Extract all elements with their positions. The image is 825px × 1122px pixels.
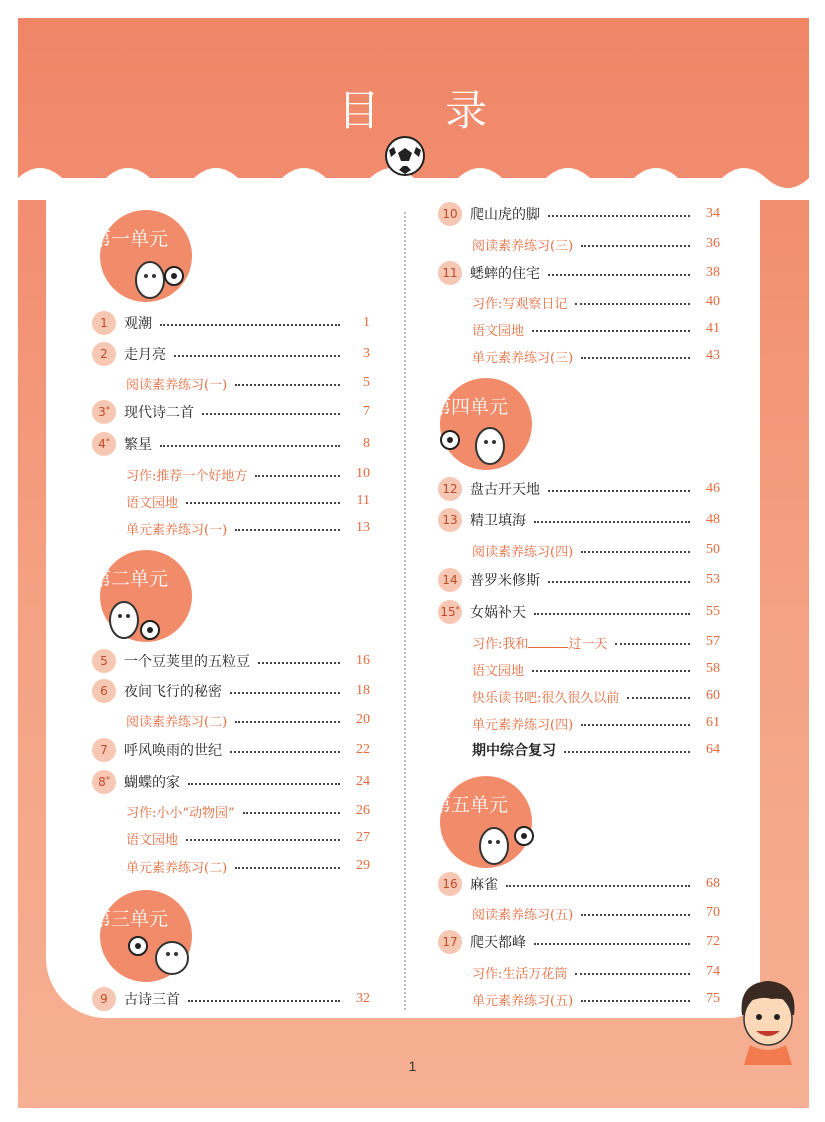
toc-entry[interactable] bbox=[472, 685, 720, 707]
lesson-number-badge: 1 bbox=[92, 311, 116, 335]
leader-dots bbox=[534, 511, 690, 523]
column-divider bbox=[404, 212, 406, 1010]
toc-entry[interactable] bbox=[472, 902, 720, 924]
entry-title: 盘古开天地 bbox=[470, 482, 540, 498]
toc-entry[interactable] bbox=[438, 873, 720, 895]
entry-page: 24 bbox=[356, 774, 370, 789]
entry-page: 34 bbox=[706, 206, 720, 221]
leader-dots bbox=[548, 571, 690, 583]
entry-page: 5 bbox=[363, 375, 370, 390]
toc-entry[interactable] bbox=[438, 509, 720, 531]
entry-title: 语文园地 bbox=[472, 323, 525, 339]
dinosaur-icon bbox=[440, 422, 520, 472]
unit-label: 第四单元 bbox=[432, 396, 509, 418]
entry-page: 57 bbox=[706, 634, 720, 649]
toc-entry[interactable] bbox=[92, 771, 370, 793]
leader-dots bbox=[575, 293, 690, 305]
entry-title: 习作:我和 bbox=[472, 636, 529, 652]
entry-title: 现代诗二首 bbox=[124, 405, 194, 421]
leader-dots bbox=[564, 741, 690, 753]
entry-title: 快乐读书吧:很久很久以前 bbox=[472, 690, 620, 706]
entry-page: 50 bbox=[706, 542, 720, 557]
leader-dots bbox=[548, 205, 690, 217]
entry-page: 16 bbox=[356, 653, 370, 668]
entry-title: 繁星 bbox=[124, 437, 152, 453]
entry-page: 11 bbox=[356, 493, 370, 508]
entry-page: 48 bbox=[706, 512, 720, 527]
unit-badge-2 bbox=[92, 550, 192, 642]
entry-page: 3 bbox=[363, 346, 370, 361]
lesson-number-badge: 16 bbox=[438, 872, 462, 896]
toc-entry[interactable] bbox=[438, 931, 720, 953]
entry-title: 阅读素养练习(五) bbox=[472, 907, 574, 923]
leader-dots bbox=[235, 857, 340, 869]
entry-title: 阅读素养练习(一) bbox=[126, 377, 228, 393]
entry-page: 43 bbox=[706, 348, 720, 363]
leader-dots bbox=[186, 492, 340, 504]
entry-title: 阅读素养练习(三) bbox=[472, 238, 574, 254]
entry-page: 41 bbox=[706, 321, 720, 336]
toc-entry[interactable] bbox=[472, 291, 720, 313]
toc-entry[interactable] bbox=[472, 739, 720, 761]
fill-blank-line bbox=[528, 637, 568, 648]
toc-entry[interactable] bbox=[472, 318, 720, 340]
leader-dots bbox=[581, 347, 690, 359]
entry-title: 单元素养练习(三) bbox=[472, 350, 574, 366]
leader-dots bbox=[575, 963, 690, 975]
lesson-number-badge: 2 bbox=[92, 342, 116, 366]
toc-entry[interactable] bbox=[92, 739, 370, 761]
leader-dots bbox=[230, 682, 340, 694]
toc-entry[interactable] bbox=[438, 262, 720, 284]
lesson-number-badge: 15 * bbox=[438, 600, 462, 624]
page-number: 1 bbox=[408, 1058, 417, 1074]
entry-title: 精卫填海 bbox=[470, 513, 526, 529]
entry-title: 阅读素养练习(二) bbox=[126, 714, 228, 730]
entry-page: 20 bbox=[356, 712, 370, 727]
leader-dots bbox=[230, 741, 340, 753]
toc-entry[interactable] bbox=[472, 712, 720, 734]
toc-entry[interactable] bbox=[472, 233, 720, 255]
toc-entry[interactable] bbox=[438, 203, 720, 225]
toc-entry[interactable] bbox=[438, 601, 720, 623]
dinosaur-icon bbox=[126, 932, 206, 982]
leader-dots bbox=[581, 714, 690, 726]
unit-badge-5 bbox=[432, 776, 532, 868]
toc-entry[interactable] bbox=[126, 827, 370, 849]
toc-entry[interactable] bbox=[126, 800, 370, 822]
leader-dots bbox=[186, 829, 340, 841]
leader-dots bbox=[581, 235, 690, 247]
lesson-number-badge: 14 bbox=[438, 568, 462, 592]
cartoon-boy-icon bbox=[728, 975, 808, 1065]
entry-title: 古诗三首 bbox=[124, 992, 180, 1008]
unit-badge-3 bbox=[92, 890, 192, 982]
entry-title: 单元素养练习(五) bbox=[472, 993, 574, 1009]
lesson-number-badge: 12 bbox=[438, 477, 462, 501]
leader-dots bbox=[160, 435, 340, 447]
leader-dots bbox=[534, 603, 690, 615]
unit-badge-1 bbox=[92, 210, 192, 302]
entry-title: 夜间飞行的秘密 bbox=[124, 684, 222, 700]
toc-entry[interactable] bbox=[92, 343, 370, 365]
leader-dots bbox=[235, 519, 340, 531]
lesson-number-badge: 13 bbox=[438, 508, 462, 532]
leader-dots bbox=[174, 345, 340, 357]
entry-page: 70 bbox=[706, 905, 720, 920]
entry-page: 68 bbox=[706, 876, 720, 891]
lesson-number-badge: 3 * bbox=[92, 400, 116, 424]
toc-entry[interactable] bbox=[126, 372, 370, 394]
entry-title: 普罗米修斯 bbox=[470, 573, 540, 589]
entry-title-suffix: 过一天 bbox=[568, 636, 608, 652]
unit-label: 第五单元 bbox=[432, 794, 509, 816]
leader-dots bbox=[548, 480, 690, 492]
entry-title: 习作:写观察日记 bbox=[472, 296, 568, 312]
unit-label: 第二单元 bbox=[92, 568, 169, 590]
entry-title: 单元素养练习(四) bbox=[472, 717, 574, 733]
entry-page: 74 bbox=[706, 964, 720, 979]
leader-dots bbox=[581, 990, 690, 1002]
lesson-number-badge: 4 * bbox=[92, 432, 116, 456]
toc-entry[interactable] bbox=[92, 650, 370, 672]
toc-entry[interactable] bbox=[126, 490, 370, 512]
lesson-number-badge: 11 bbox=[438, 261, 462, 285]
entry-title: 期中综合复习 bbox=[472, 743, 556, 759]
entry-title: 走月亮 bbox=[124, 347, 166, 363]
entry-page: 64 bbox=[706, 742, 720, 757]
entry-title: 语文园地 bbox=[126, 495, 179, 511]
toc-entry[interactable] bbox=[92, 680, 370, 702]
entry-title: 呼风唤雨的世纪 bbox=[124, 743, 222, 759]
toc-entry[interactable] bbox=[438, 569, 720, 591]
toc-entry[interactable] bbox=[472, 631, 720, 653]
leader-dots bbox=[243, 802, 340, 814]
entry-page: 36 bbox=[706, 236, 720, 251]
toc-entry[interactable] bbox=[472, 539, 720, 561]
unit-badge-4 bbox=[432, 378, 532, 470]
leader-dots bbox=[534, 933, 690, 945]
toc-entry[interactable] bbox=[126, 709, 370, 731]
leader-dots bbox=[202, 403, 340, 415]
entry-title: 习作:推荐一个好地方 bbox=[126, 468, 248, 484]
leader-dots bbox=[235, 711, 340, 723]
lesson-number-badge: 8 * bbox=[92, 770, 116, 794]
toc-entry[interactable] bbox=[126, 463, 370, 485]
toc-entry[interactable] bbox=[126, 855, 370, 877]
dinosaur-icon bbox=[100, 596, 170, 646]
entry-page: 55 bbox=[706, 604, 720, 619]
lesson-number-badge: 6 bbox=[92, 679, 116, 703]
leader-dots bbox=[581, 541, 690, 553]
entry-title: 观潮 bbox=[124, 316, 152, 332]
page-title: 目 录 bbox=[337, 86, 514, 135]
entry-title: 爬山虎的脚 bbox=[470, 207, 540, 223]
entry-page: 7 bbox=[363, 404, 370, 419]
toc-entry[interactable] bbox=[438, 478, 720, 500]
lesson-number-badge: 7 bbox=[92, 738, 116, 762]
entry-title: 阅读素养练习(四) bbox=[472, 544, 574, 560]
entry-title: 习作:生活万花筒 bbox=[472, 966, 568, 982]
entry-title: 语文园地 bbox=[126, 832, 179, 848]
leader-dots bbox=[160, 314, 340, 326]
entry-title: 一个豆荚里的五粒豆 bbox=[124, 654, 250, 670]
entry-title: 麻雀 bbox=[470, 877, 498, 893]
entry-page: 32 bbox=[356, 991, 370, 1006]
toc-entry[interactable] bbox=[472, 658, 720, 680]
leader-dots bbox=[581, 904, 690, 916]
entry-title: 单元素养练习(二) bbox=[126, 860, 228, 876]
entry-page: 8 bbox=[363, 436, 370, 451]
dinosaur-icon bbox=[122, 256, 192, 306]
leader-dots bbox=[235, 374, 340, 386]
entry-page: 72 bbox=[706, 934, 720, 949]
toc-entry[interactable] bbox=[472, 345, 720, 367]
entry-title: 单元素养练习(一) bbox=[126, 522, 228, 538]
entry-page: 1 bbox=[363, 315, 370, 330]
leader-dots bbox=[188, 773, 340, 785]
entry-title: 语文园地 bbox=[472, 663, 525, 679]
leader-dots bbox=[627, 687, 690, 699]
toc-entry[interactable] bbox=[92, 401, 370, 423]
unit-label: 第三单元 bbox=[92, 908, 169, 930]
leader-dots bbox=[188, 990, 340, 1002]
entry-page: 60 bbox=[706, 688, 720, 703]
leader-dots bbox=[615, 633, 690, 645]
entry-page: 18 bbox=[356, 683, 370, 698]
leader-dots bbox=[548, 264, 690, 276]
dinosaur-icon bbox=[464, 818, 554, 874]
entry-title: 女娲补天 bbox=[470, 605, 526, 621]
soccer-ball-icon bbox=[383, 134, 427, 178]
entry-page: 27 bbox=[356, 830, 370, 845]
lesson-number-badge: 9 bbox=[92, 987, 116, 1011]
toc-entry[interactable] bbox=[472, 988, 720, 1010]
entry-page: 53 bbox=[706, 572, 720, 587]
leader-dots bbox=[258, 652, 340, 664]
toc-entry[interactable] bbox=[126, 517, 370, 539]
entry-page: 40 bbox=[706, 294, 720, 309]
lesson-number-badge: 10 bbox=[438, 202, 462, 226]
entry-page: 75 bbox=[706, 991, 720, 1006]
unit-label: 第一单元 bbox=[92, 228, 169, 250]
entry-page: 13 bbox=[356, 520, 370, 535]
leader-dots bbox=[255, 465, 340, 477]
toc-entry[interactable] bbox=[92, 433, 370, 455]
entry-page: 61 bbox=[706, 715, 720, 730]
entry-page: 29 bbox=[356, 858, 370, 873]
toc-entry[interactable] bbox=[92, 312, 370, 334]
leader-dots bbox=[532, 320, 690, 332]
toc-entry[interactable] bbox=[92, 988, 370, 1010]
lesson-number-badge: 17 bbox=[438, 930, 462, 954]
entry-title: 习作:小小“动物园” bbox=[126, 805, 235, 821]
entry-title: 蝴蝶的家 bbox=[124, 775, 180, 791]
entry-page: 26 bbox=[356, 803, 370, 818]
entry-page: 22 bbox=[356, 742, 370, 757]
entry-title: 蟋蟀的住宅 bbox=[470, 266, 540, 282]
leader-dots bbox=[532, 660, 690, 672]
entry-page: 46 bbox=[706, 481, 720, 496]
lesson-number-badge: 5 bbox=[92, 649, 116, 673]
entry-title: 爬天都峰 bbox=[470, 935, 526, 951]
leader-dots bbox=[506, 875, 690, 887]
entry-page: 10 bbox=[356, 466, 370, 481]
entry-page: 58 bbox=[706, 661, 720, 676]
entry-page: 38 bbox=[706, 265, 720, 280]
toc-entry[interactable] bbox=[472, 961, 720, 983]
